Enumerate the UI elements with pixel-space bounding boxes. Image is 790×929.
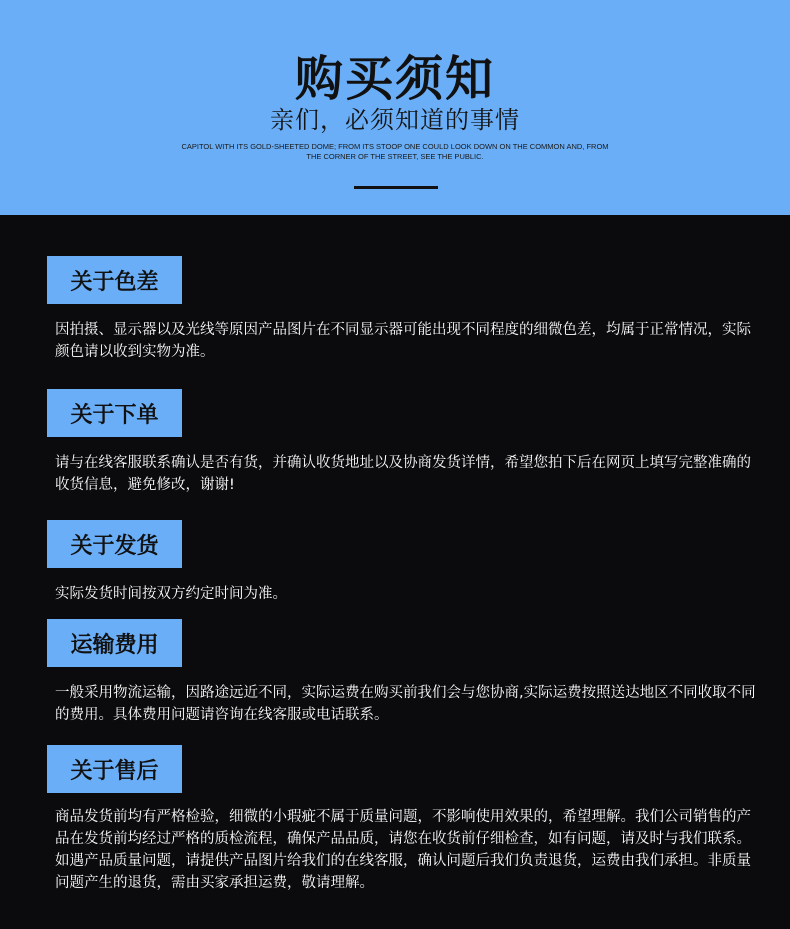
page-subtitle: 亲们，必须知道的事情 bbox=[270, 106, 520, 134]
decorative-caption bbox=[160, 142, 630, 162]
section-body-after-sales: 商品发货前均有严格检验，细微的小瑕疵不属于质量问题，不影响使用效果的，希望理解。我们公司销售的产品在发货前均经过严格的质检流程，确保产品品质，请您在收货前仔细检查，如有问题，请及时与我们联系。如遇产品质量问题，请提供产品图片给我们的在线客服，确认问题后我们负责退货，运费由我们承担。非质量问题产生的退货，需由买家承担运费，敬请理解。 bbox=[55, 809, 751, 891]
section-body-freight-cost: 一般采用物流运输，因路途远近不同，实际运费在购买前我们会与您协商,实际运费按照送达地区不同收取不同的费用。具体费用问题请咨询在线客服或电话联系。 bbox=[55, 685, 756, 723]
page-title: 购买须知 bbox=[294, 51, 495, 107]
header-banner bbox=[0, 0, 790, 215]
section-label-color-difference: 关于色差 bbox=[47, 256, 182, 304]
caption-line-1: CAPITOL WITH ITS GOLD-SHEETED DOME; FROM ITS STOOP ONE COULD LOOK DOWN ON THE COMMON AND, FROM bbox=[181, 142, 609, 151]
section-label-after-sales: 关于售后 bbox=[47, 745, 182, 793]
caption-line-2: THE CORNER OF THE STREET, SEE THE PUBLIC. bbox=[306, 152, 484, 161]
section-label-freight-cost: 运输费用 bbox=[47, 619, 182, 667]
section-label-ordering: 关于下单 bbox=[47, 389, 182, 437]
section-body-color-difference: 因拍摄、显示器以及光线等原因产品图片在不同显示器可能出现不同程度的细微色差，均属于正常情况，实际颜色请以收到实物为准。 bbox=[55, 322, 751, 360]
section-body-shipping: 实际发货时间按双方约定时间为准。 bbox=[55, 586, 287, 602]
header-divider bbox=[354, 186, 438, 189]
section-body-ordering: 请与在线客服联系确认是否有货，并确认收货地址以及协商发货详情，希望您拍下后在网页上填写完整准确的收货信息，避免修改，谢谢! bbox=[55, 455, 751, 493]
section-label-shipping: 关于发货 bbox=[47, 520, 182, 568]
